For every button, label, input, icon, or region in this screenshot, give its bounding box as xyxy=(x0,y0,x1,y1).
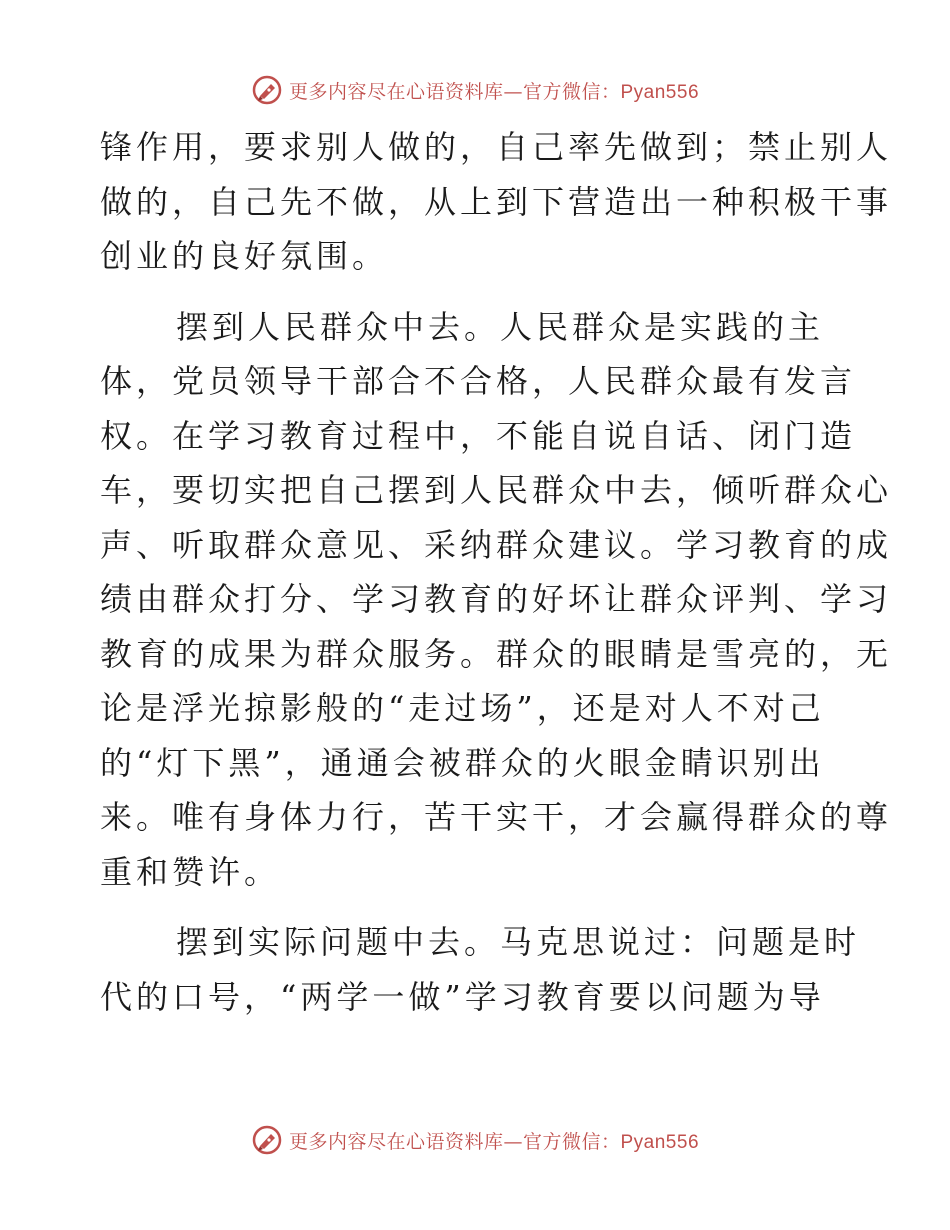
pen-nib-circle-logo-icon xyxy=(251,74,283,106)
banner-text xyxy=(289,77,699,104)
paragraph xyxy=(100,300,893,900)
pen-nib-circle-logo-icon xyxy=(251,1124,283,1156)
text-line: 创业的良好氛围。 xyxy=(100,237,389,275)
footer-banner xyxy=(0,1120,950,1160)
banner-label: 更多内容尽在心语资料库—官方微信： xyxy=(288,80,621,103)
paragraph xyxy=(100,915,861,1024)
text-line: 重和赞许。 xyxy=(100,852,281,891)
text-line: 教育的成果为群众服务。群众的眼睛是雪亮的，无 xyxy=(100,634,893,673)
text-line: 的“灯下黑”，通通会被群众的火眼金睛识别出 xyxy=(100,743,825,782)
banner-text xyxy=(289,1127,699,1154)
text-line: 车，要切实把自己摆到人民群众中去，倾听群众心 xyxy=(100,471,893,509)
paragraph xyxy=(100,120,893,284)
text-line: 锋作用，要求别人做的，自己率先做到；禁止别人 xyxy=(100,128,893,166)
banner-label: 更多内容尽在心语资料库—官方微信： xyxy=(288,1130,621,1153)
wechat-id: Pyan556 xyxy=(620,1131,700,1153)
text-line: 论是浮光掠影般的“走过场”，还是对人不对己 xyxy=(100,689,825,727)
text-line: 摆到人民群众中去。人民群众是实践的主 xyxy=(176,307,825,346)
text-line: 代的口号，“两学一做”学习教育要以问题为导 xyxy=(100,977,825,1016)
text-line: 权。在学习教育过程中，不能自说自话、闭门造 xyxy=(100,416,857,455)
text-line: 来。唯有身体力行，苦干实干，才会赢得群众的尊 xyxy=(100,798,893,836)
text-line: 做的，自己先不做，从上到下营造出一种积极干事 xyxy=(100,182,893,221)
text-line: 体，党员领导干部合不合格，人民群众最有发言 xyxy=(100,362,857,400)
wechat-id: Pyan556 xyxy=(620,81,700,103)
document-body xyxy=(100,120,893,1024)
header-banner xyxy=(0,70,950,110)
text-line: 声、听取群众意见、采纳群众建议。学习教育的成 xyxy=(100,525,893,564)
text-line: 摆到实际问题中去。马克思说过：问题是时 xyxy=(176,923,861,961)
text-line: 绩由群众打分、学习教育的好坏让群众评判、学习 xyxy=(100,580,893,618)
